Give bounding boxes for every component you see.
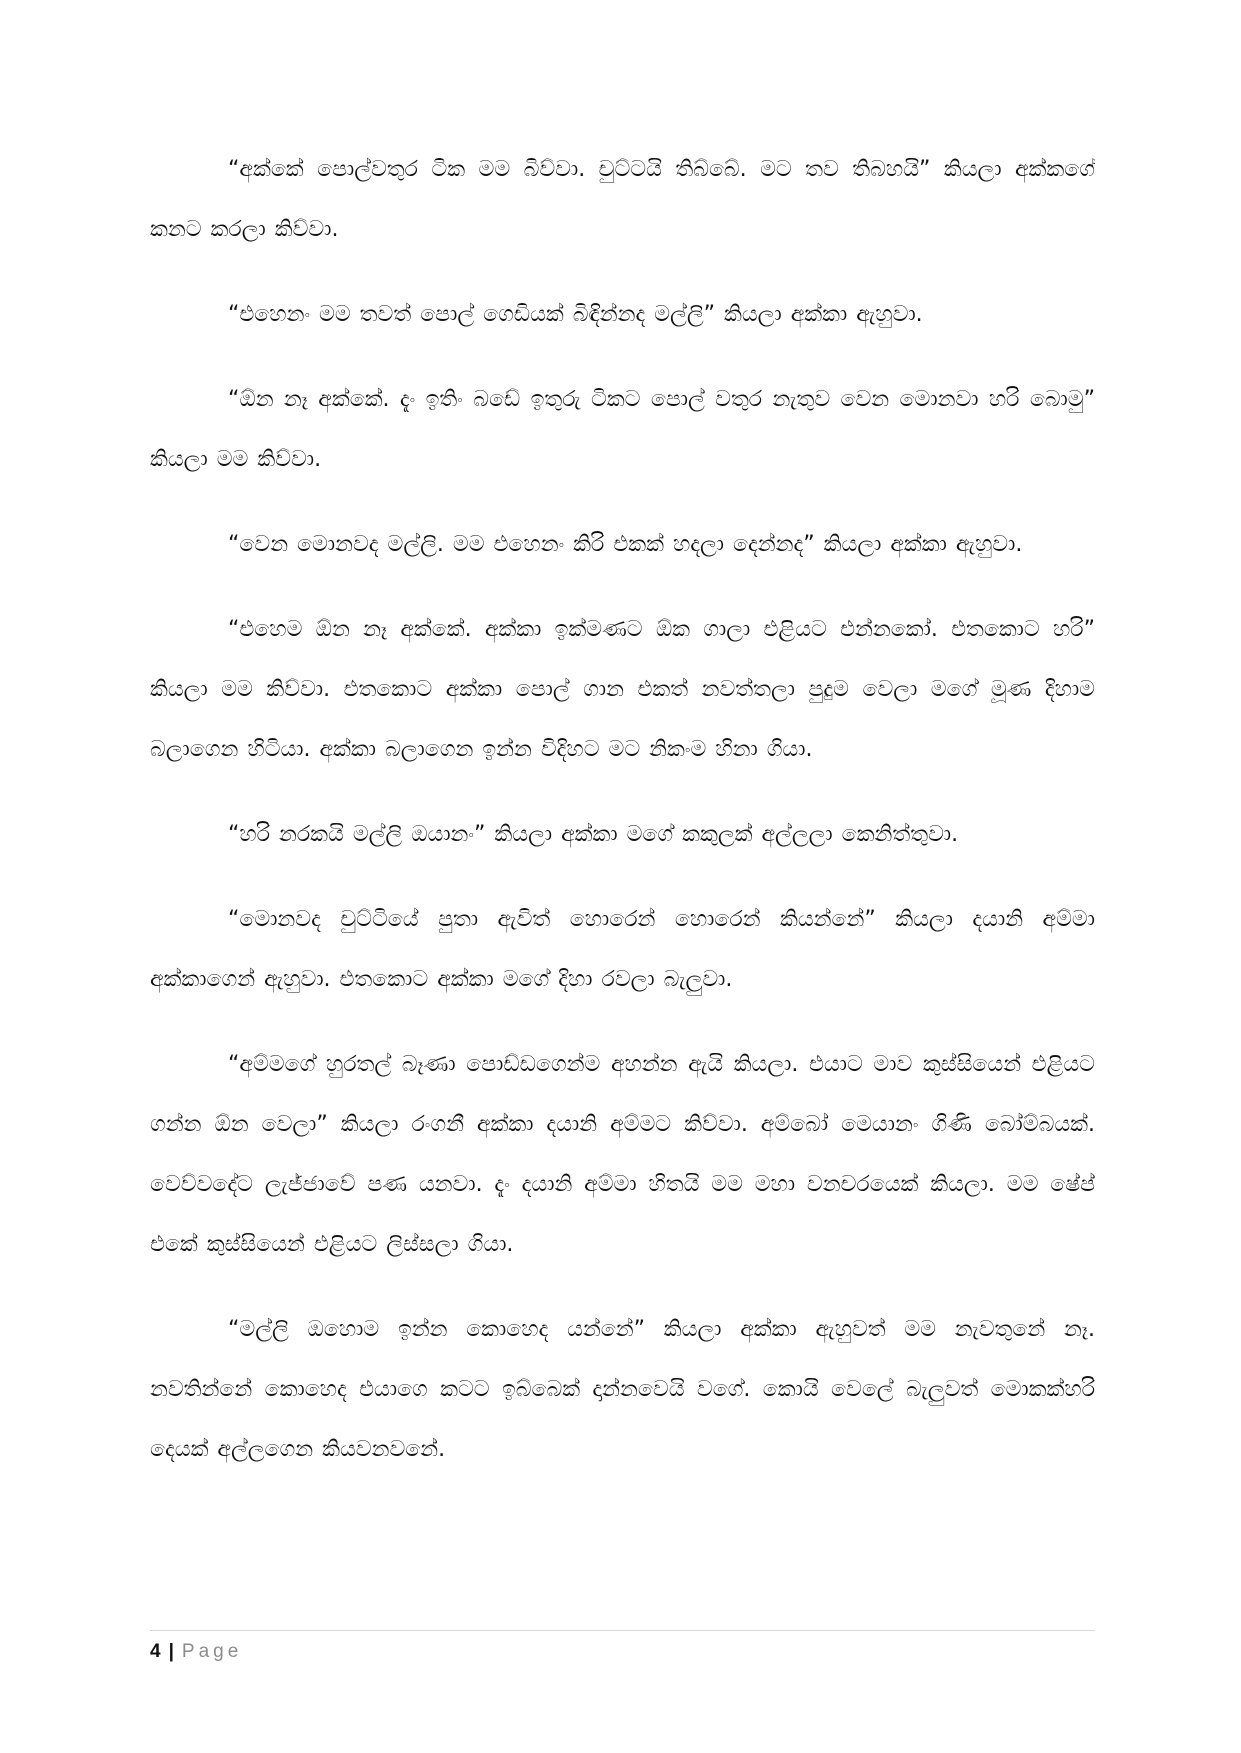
body-text — [150, 140, 1095, 1520]
paragraph: “මොනවද චුට්ටියේ පුතා ඇවිත් හොරෙන් හොරෙන් කියන්නේ” කියලා දයානි අම්මා අක්කාගෙන් ඇහුවා. එතකොට අක්කා මගේ දිහා රවලා බැලුවා. — [150, 907, 1095, 992]
paragraph: “අක්කේ පොල්වතුර ටික මම බිව්වා. චුට්ටයි තිබ්බේ. මට තව තිබහයි” කියලා අක්කගේ කනට කරලා කිව්වා. — [150, 157, 1095, 242]
paragraph: “එහෙනං මම තවත් පොල් ගෙඩියක් බිඳින්නද මල්ලි” කියලා අක්කා ඇහුවා. — [228, 302, 923, 327]
footer-separator: | — [168, 1641, 174, 1662]
paragraph: “හරි නරකයි මල්ලි ඔයානං” කියලා අක්කා මගේ කකුලක් අල්ලලා කෙනිත්තුවා. — [228, 822, 959, 847]
footer-divider — [150, 1630, 1095, 1631]
page-label: Page — [181, 1641, 243, 1662]
page-footer — [150, 1638, 242, 1666]
paragraph: “ඕන නෑ අක්කේ. දැං ඉතිං බඩේ ඉතුරු ටිකට පොල් වතුර නැතුව වෙන මොනවා හරි බොමු” කියලා මම කිව්වා. — [150, 387, 1095, 472]
paragraph: “මල්ලි ඔහොම ඉන්න කොහෙද යන්නේ” කියලා අක්කා ඇහුවත් මම නැවතුනේ නෑ. නවතින්නේ කොහෙද එයාගෙ කටට ඉබ්බෙක් දාන්නවෙයි වගේ. කොයි වෙලේ බැලුවත් මොකක්හරි දෙයක් අල්ලගෙන කියවනවනේ. — [150, 1317, 1095, 1462]
paragraph: “එහෙම ඕන නෑ අක්කේ. අක්කා ඉක්මණට ඕක ගාලා එළියට එන්නකෝ. එතකොට හරි” කියලා මම කිව්වා. එතකොට අක්කා පොල් ගාන එකත් නවත්තලා පුදුම වෙලා මගේ මූණ දිහාම බලාගෙන හිටියා. අක්කා බලාගෙන ඉන්න විදිහට මට නිකංම හිනා ගියා. — [150, 617, 1095, 762]
paragraph: “වෙන මොනවද මල්ලි. මම එහෙනං කිරි එකක් හදලා දෙන්නද” කියලා අක්කා ඇහුවා. — [228, 532, 1023, 557]
page-number: 4 — [150, 1641, 161, 1662]
paragraph: “අම්මගේ හුරතල් බෑණා පොඩ්ඩගෙන්ම අහන්න ඇයි කියලා. එයාට මාව කුස්සියෙන් එළියට ගන්න ඕන වෙලා” කියලා රංගනී අක්කා දයානි අම්මට කිව්වා. අම්බෝ මෙයානං ගිණි බෝම්බයක්. වෙව්වදේට ලැජ්ජාවේ පණ යනවා. දැං දයානි අම්මා හිතයි මම මහා වනචරයෙක් කියලා. මම ෂේප් එකේ කුස්සියෙන් එළියට ලිස්සලා ගියා. — [150, 1052, 1095, 1257]
